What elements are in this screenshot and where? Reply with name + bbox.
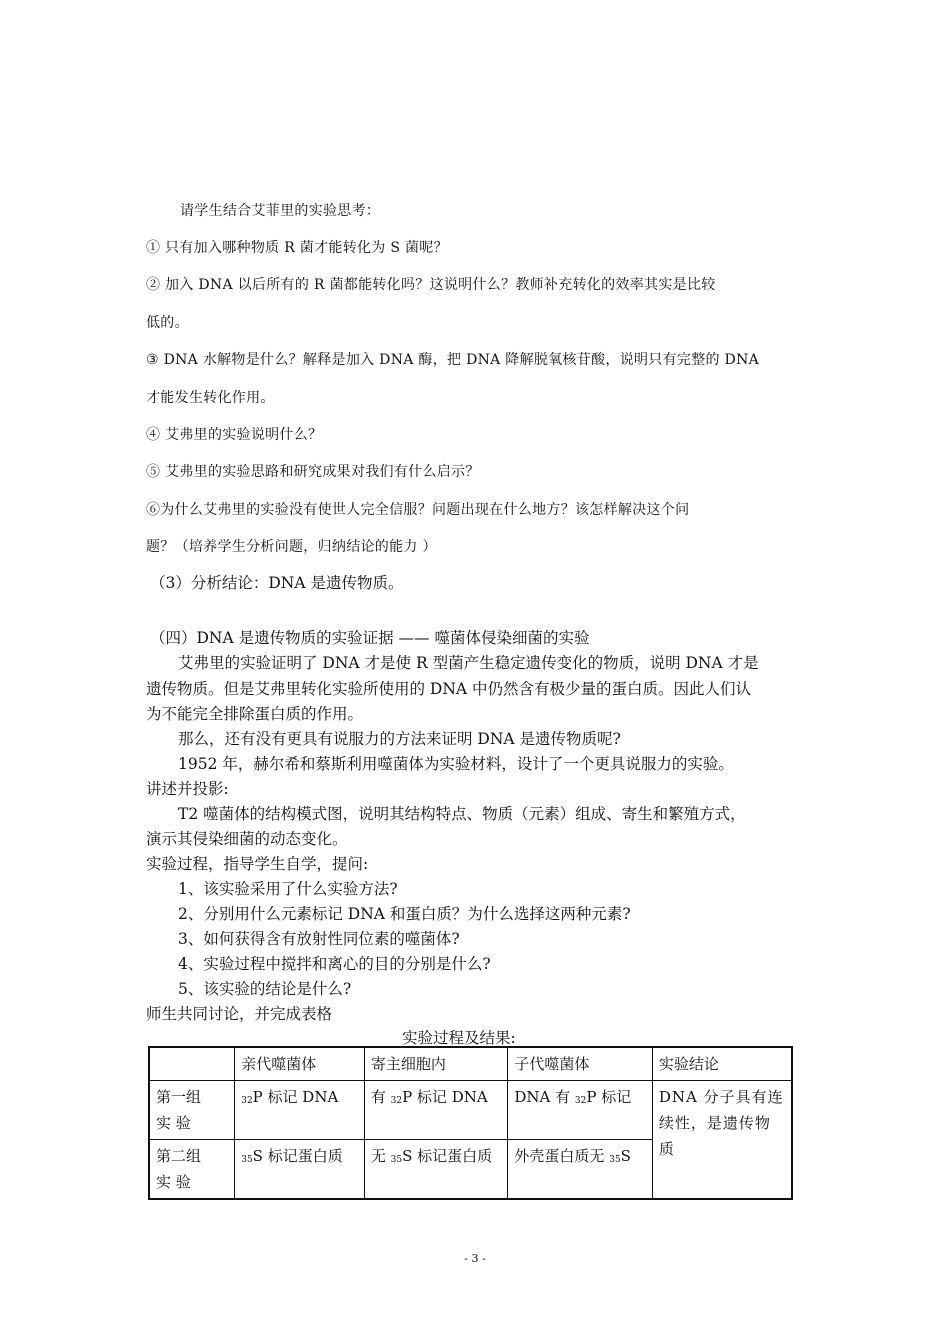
cell-text: S 标记蛋白质 [252,1147,343,1165]
question-6-line-1: ⑥为什么艾弗里的实验没有使世人完全信服？问题出现在什么地方？该怎样解决这个问 [146,502,690,518]
question-2-line-1: ② 加入 DNA 以后所有的 R 菌都能转化吗？这说明什么？教师补充转化的效率其实是比较 [146,277,716,293]
isotope-number: 32 [574,1096,587,1106]
list-item: 3、如何获得含有放射性同位素的噬菌体? [178,930,460,948]
isotope-number: 32 [241,1096,253,1106]
question-4: ④ 艾弗里的实验说明什么？ [146,427,323,443]
table-caption: 实验过程及结果: [402,1029,516,1047]
table-cell [508,1140,653,1200]
table-cell [235,1140,365,1200]
conclusion-cell: DNA 分子具有连续性，是遗传物质 [652,1081,792,1200]
list-item: 5、该实验的结论是什么? [178,980,352,998]
cell-text: 外壳蛋白质无 [514,1147,610,1165]
isotope-number: 35 [609,1155,621,1165]
paragraph-5-line-1: T2 噬菌体的结构模式图，说明其结构特点、物质（元素）组成、寄生和繁殖方式， [178,805,746,823]
table-header-row [149,1047,792,1081]
question-3-line-2: 才能发生转化作用。 [146,390,275,406]
cell-text: P 标记 DNA [402,1088,488,1106]
paragraph-1-line-2: 遗传物质。但是艾弗里转化实验所使用的 DNA 中仍然含有极少量的蛋白质。因此人们认 [146,680,752,698]
cell-text: DNA 有 [514,1088,575,1106]
cell-text: 无 [370,1147,391,1165]
cell-text: S 标记蛋白质 [402,1147,493,1165]
question-3-line-1: ③ DNA 水解物是什么？解释是加入 DNA 酶，把 DNA 降解脱氧核苷酸，说明只有完整的 DNA [146,352,760,368]
cell-text: S [620,1147,631,1165]
question-6-line-2: 题？（培养学生分析问题，归纳结论的能力 ） [146,539,437,555]
table-header-cell [149,1047,235,1081]
question-2-line-2: 低的。 [146,315,189,331]
isotope-number: 35 [390,1155,403,1165]
row-label-line: 第一组 [156,1088,202,1106]
row-label-line: 实 验 [156,1173,191,1191]
cell-text: 有 [370,1088,391,1106]
table-cell [364,1140,508,1200]
paragraph-1-line-3: 为不能完全排除蛋白质的作用。 [146,705,364,723]
row-label-line: 实 验 [156,1114,191,1132]
paragraph-5-line-2: 演示其侵染细菌的动态变化。 [146,830,348,848]
paragraph-2: 那么，还有没有更具有说服力的方法来证明 DNA 是遗传物质呢? [178,730,621,748]
isotope-number: 35 [241,1155,253,1165]
table-cell [235,1081,365,1140]
table-cell [364,1081,508,1140]
cell-text: P 标记 DNA [252,1088,339,1106]
table-header-cell: 子代噬菌体 [508,1047,653,1081]
row-label-line: 第二组 [156,1147,202,1165]
paragraph-4: 讲述并投影: [146,780,229,798]
cell-text: P 标记 [586,1088,632,1106]
page-number: - 3 - [464,1252,486,1265]
paragraph-3: 1952 年，赫尔希和蔡斯利用噬菌体为实验材料，设计了一个更具说服力的实验。 [178,755,734,773]
table-header-cell: 寄主细胞内 [364,1047,508,1081]
paragraph-7: 师生共同讨论，并完成表格 [146,1005,333,1023]
table-header-cell: 亲代噬菌体 [235,1047,365,1081]
list-item: 2、分别用什么元素标记 DNA 和蛋白质？为什么选择这两种元素? [178,905,631,923]
analysis-conclusion: （3）分析结论：DNA 是遗传物质。 [150,574,404,592]
question-1: ① 只有加入哪种物质 R 菌才能转化为 S 菌呢？ [146,240,448,256]
table-row [149,1081,792,1140]
list-item: 4、实验过程中搅拌和离心的目的分别是什么? [178,955,491,973]
table-cell [508,1081,653,1140]
think-intro: 请学生结合艾菲里的实验思考： [180,203,381,219]
row-label [149,1081,235,1140]
isotope-number: 32 [390,1096,403,1106]
paragraph-1-line-1: 艾弗里的实验证明了 DNA 才是使 R 型菌产生稳定遗传变化的物质，说明 DNA 才是 [178,654,759,672]
results-table [148,1046,793,1200]
row-label [149,1140,235,1200]
list-item: 1、该实验采用了什么实验方法? [178,880,398,898]
question-5: ⑤ 艾弗里的实验思路和研究成果对我们有什么启示？ [146,464,480,480]
section-heading: （四）DNA 是遗传物质的实验证据 —— 噬菌体侵染细菌的实验 [150,629,590,647]
table-header-cell: 实验结论 [652,1047,792,1081]
paragraph-6: 实验过程，指导学生自学，提问: [146,855,369,873]
